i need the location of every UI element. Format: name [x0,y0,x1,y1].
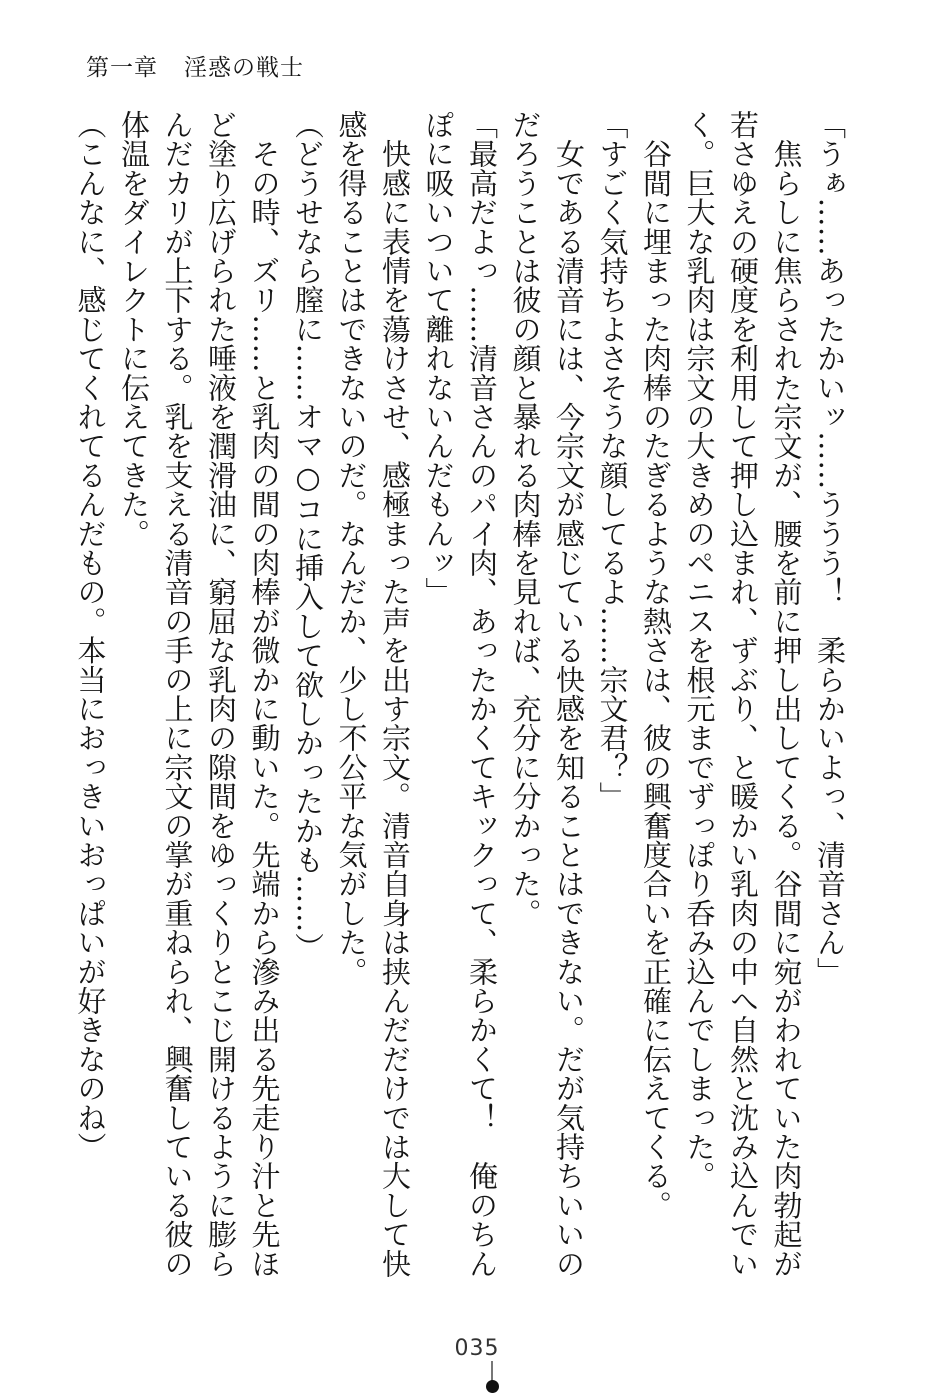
text-line: 「うぁ……あったかいッ……ううう！ 柔らかいよっ、清音さん」 [813,110,847,986]
text-line: ぽに吸いついて離れないんだもんッ」 [421,110,456,607]
text-line: 感を得ることはできないのだ。なんだか、少し不公平な気がした。 [334,110,369,986]
text-line: 体温をダイレクトに伝えてきた。 [117,110,151,548]
chapter-number: 第一章 [86,55,158,81]
text-line: 「すごく気持ちよさそうな顔してるよ……宗文君？」 [595,110,630,811]
text-line: （こんなに、感じてくれてるんだもの。本当におっきいおっぱいが好きなのね） [73,110,108,1162]
text-line: （どうせなら膣に……オマ○コに挿入して欲しかったかも……） [291,110,325,962]
text-line: 谷間に埋まった肉棒のたぎるような熱さは、彼の興奮度合いを正確に伝えてくる。 [639,110,673,1220]
text-line: く。巨大な乳肉は宗文の大きめのペニスを根元までずっぽり呑み込んでしまった。 [682,110,717,1191]
text-line: 「最高だよっ……清音さんのパイ肉、あったかくてキックって、柔らかくて！ 俺のちん [465,110,499,1278]
text-line: 快感に表情を蕩けさせ、感極まった声を出す宗文。清音自身は挟んだだけでは大して快 [378,110,412,1278]
chapter-title: 淫惑の戦士 [184,55,304,81]
text-line: 焦らしに焦らされた宗文が、腰を前に押し出してくる。谷間に宛がわれていた肉勃起が [769,110,804,1278]
text-line: 若さゆえの硬度を利用して押し込まれ、ずぶり、と暖かい乳肉の中へ自然と沈み込んでい [726,110,760,1278]
chapter-header [86,49,304,87]
text-line: 女である清音には、今宗文が感じている快感を知ることはできない。だが気持ちいいの [552,110,586,1278]
text-line: その時、ズリ……と乳肉の間の肉棒が微かに動いた。先端から滲み出る先走り汁と先ほ [247,110,282,1278]
text-line: だろうことは彼の顔と暴れる肉棒を見れば、充分に分かった。 [508,110,543,928]
page-marker-dot [486,1380,499,1393]
page-number: 035 [454,1336,500,1361]
text-line: んだカリが上下する。乳を支える清音の手の上に宗文の掌が重ねられ、興奮している彼の [160,110,195,1278]
vertical-body-text [73,110,851,1310]
text-line: ど塗り広げられた唾液を潤滑油に、窮屈な乳肉の隙間をゆっくりとこじ開けるように膨ら [204,110,238,1278]
page-marker-stem [491,1361,493,1382]
